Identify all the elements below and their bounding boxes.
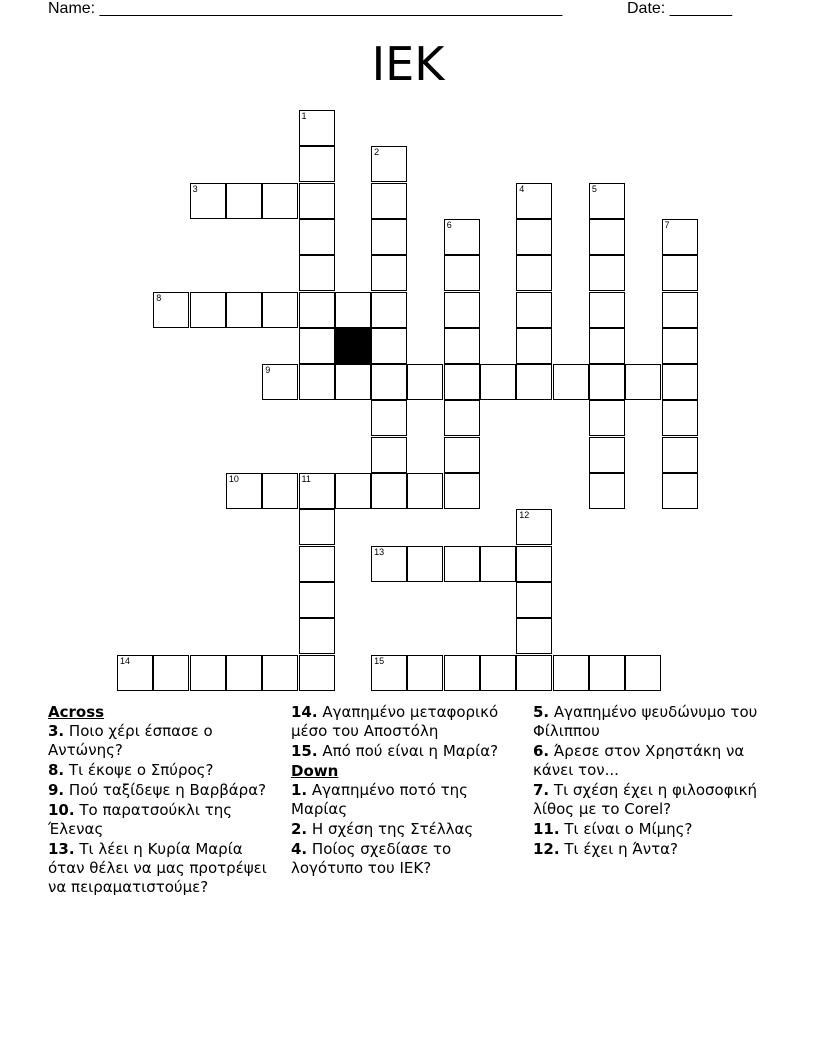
grid-cell[interactable] [589, 473, 625, 509]
grid-cell[interactable] [589, 183, 625, 219]
across-heading: Across [48, 703, 105, 721]
grid-cell[interactable] [480, 546, 516, 582]
grid-cell[interactable] [589, 219, 625, 255]
grid-cell[interactable] [662, 437, 698, 473]
clue-number: 13 [374, 546, 385, 557]
grid-cell[interactable] [662, 328, 698, 364]
grid-cell[interactable] [553, 364, 589, 400]
grid-cell[interactable] [516, 655, 552, 691]
grid-cell[interactable] [299, 473, 335, 509]
grid-cell[interactable] [589, 255, 625, 291]
grid-cell[interactable] [625, 655, 661, 691]
grid-cell[interactable] [662, 292, 698, 328]
clue-number: 9 [265, 365, 271, 376]
grid-cell[interactable] [444, 400, 480, 436]
grid-cell[interactable] [371, 364, 407, 400]
grid-cell[interactable] [444, 219, 480, 255]
grid-cell[interactable] [299, 618, 335, 654]
grid-cell[interactable] [516, 292, 552, 328]
clue-number: 7 [664, 219, 670, 230]
grid-cell[interactable] [299, 292, 335, 328]
clue-down-1: 1. Αγαπημένο ποτό της Μαρίας [291, 781, 468, 818]
clue-down-12: 12. Τι έχει η Άντα? [533, 840, 679, 858]
clue-down-6: 6. Άρεσε στον Χρηστάκη να κάνει τον... [533, 742, 745, 779]
grid-cell[interactable] [117, 655, 153, 691]
grid-cell[interactable] [444, 655, 480, 691]
grid-cell[interactable] [299, 655, 335, 691]
grid-cell[interactable] [190, 292, 226, 328]
clue-down-5: 5. Αγαπημένο ψευδώνυμο του Φίλιππου [533, 703, 758, 740]
grid-cell[interactable] [262, 655, 298, 691]
grid-cell[interactable] [299, 183, 335, 219]
clue-across-9: 9. Πού ταξίδεψε η Βαρβάρα? [48, 781, 267, 799]
grid-cell[interactable] [335, 473, 371, 509]
grid-cell[interactable] [516, 255, 552, 291]
grid-cell[interactable] [153, 655, 189, 691]
grid-cell[interactable] [516, 546, 552, 582]
grid-cell[interactable] [444, 364, 480, 400]
clue-number: 12 [519, 510, 530, 521]
grid-cell[interactable] [662, 219, 698, 255]
grid-cell[interactable] [371, 255, 407, 291]
grid-cell[interactable] [190, 655, 226, 691]
grid-cell[interactable] [407, 655, 443, 691]
grid-cell[interactable] [662, 364, 698, 400]
grid-cell[interactable] [662, 400, 698, 436]
grid-cell[interactable] [371, 655, 407, 691]
grid-cell[interactable] [226, 292, 262, 328]
clue-number: 2 [374, 147, 380, 158]
grid-cell[interactable] [226, 473, 262, 509]
grid-cell[interactable] [589, 364, 625, 400]
clue-down-7: 7. Τι σχέση έχει η φιλοσοφική λίθος με το Corel? [533, 781, 758, 818]
grid-cell[interactable] [662, 473, 698, 509]
grid-cell[interactable] [407, 546, 443, 582]
clue-down-11: 11. Τι είναι ο Μίμης? [533, 820, 693, 838]
grid-cell[interactable] [371, 546, 407, 582]
clue-number: 6 [446, 219, 452, 230]
clue-number: 5 [591, 183, 597, 194]
grid-cell[interactable] [516, 364, 552, 400]
clue-down-2: 2. Η σχέση της Στέλλας [291, 820, 474, 838]
clue-across-3: 3. Ποιο χέρι έσπασε ο Αντώνης? [48, 722, 213, 759]
clue-number: 3 [192, 183, 198, 194]
grid-cell[interactable] [662, 255, 698, 291]
grid-cell[interactable] [262, 292, 298, 328]
name-field-label: Name: ____________________________________________________ [48, 0, 563, 17]
grid-cell[interactable] [444, 255, 480, 291]
black-cell [335, 328, 371, 364]
grid-cell[interactable] [589, 400, 625, 436]
grid-cell[interactable] [226, 183, 262, 219]
grid-cell[interactable] [371, 473, 407, 509]
grid-cell[interactable] [480, 364, 516, 400]
grid-cell[interactable] [299, 255, 335, 291]
grid-cell[interactable] [335, 292, 371, 328]
grid-cell[interactable] [371, 146, 407, 182]
clue-number: 15 [374, 655, 385, 666]
grid-cell[interactable] [589, 655, 625, 691]
grid-cell[interactable] [262, 473, 298, 509]
grid-cell[interactable] [262, 364, 298, 400]
grid-cell[interactable] [444, 437, 480, 473]
grid-cell[interactable] [371, 292, 407, 328]
grid-cell[interactable] [371, 400, 407, 436]
grid-cell[interactable] [553, 655, 589, 691]
grid-cell[interactable] [371, 219, 407, 255]
grid-cell[interactable] [299, 328, 335, 364]
clue-number: 10 [228, 474, 239, 484]
grid-cell[interactable] [516, 219, 552, 255]
clue-across-10: 10. Το παρατσούκλι της Έλενας [48, 801, 233, 838]
clues-column-2 [291, 703, 513, 879]
grid-cell[interactable] [299, 219, 335, 255]
clue-number: 14 [120, 655, 131, 666]
grid-cell[interactable] [407, 364, 443, 400]
clues-column-3 [533, 703, 773, 860]
grid-cell[interactable] [299, 509, 335, 545]
grid-cell[interactable] [299, 546, 335, 582]
grid-cell[interactable] [516, 328, 552, 364]
grid-cell[interactable] [444, 292, 480, 328]
down-heading: Down [291, 762, 339, 780]
clue-number: 1 [301, 111, 307, 121]
grid-cell[interactable] [335, 364, 371, 400]
grid-cell[interactable] [226, 655, 262, 691]
grid-cell[interactable] [625, 364, 661, 400]
clue-across-13: 13. Τι λέει η Κυρία Μαρία όταν θέλει να μας προτρέψει να πειραματιστούμε? [48, 840, 267, 896]
grid-cell[interactable] [299, 364, 335, 400]
clue-number: 11 [301, 474, 311, 484]
clue-across-14: 14. Αγαπημένο μεταφορικό μέσο του Αποστόλη [291, 703, 499, 740]
grid-cell[interactable] [589, 437, 625, 473]
grid-cell[interactable] [371, 437, 407, 473]
clue-across-8: 8. Τι έκοψε ο Σπύρος? [48, 761, 214, 779]
grid-cell[interactable] [444, 546, 480, 582]
grid-cell[interactable] [371, 183, 407, 219]
grid-cell[interactable] [262, 183, 298, 219]
date-field-label: Date: _______ [627, 0, 732, 17]
clue-down-4: 4. Ποίος σχεδίασε το λογότυπο του ΙΕΚ? [291, 840, 452, 877]
grid-cell[interactable] [299, 146, 335, 182]
clue-number: 4 [519, 183, 525, 194]
grid-cell[interactable] [190, 183, 226, 219]
grid-cell[interactable] [589, 292, 625, 328]
grid-cell[interactable] [444, 473, 480, 509]
grid-cell[interactable] [299, 110, 335, 146]
grid-cell[interactable] [371, 328, 407, 364]
clue-across-15: 15. Από πού είναι η Μαρία? [291, 742, 499, 760]
page-title: ΙΕΚ [371, 37, 445, 91]
grid-cell[interactable] [516, 509, 552, 545]
grid-cell[interactable] [299, 582, 335, 618]
grid-cell[interactable] [516, 183, 552, 219]
grid-cell[interactable] [444, 328, 480, 364]
grid-cell[interactable] [589, 328, 625, 364]
clues-column-1 [48, 703, 270, 898]
grid-cell[interactable] [516, 618, 552, 654]
grid-cell[interactable] [407, 473, 443, 509]
clue-number: 8 [156, 292, 162, 303]
grid-cell[interactable] [516, 582, 552, 618]
grid-cell[interactable] [480, 655, 516, 691]
grid-cell[interactable] [153, 292, 189, 328]
